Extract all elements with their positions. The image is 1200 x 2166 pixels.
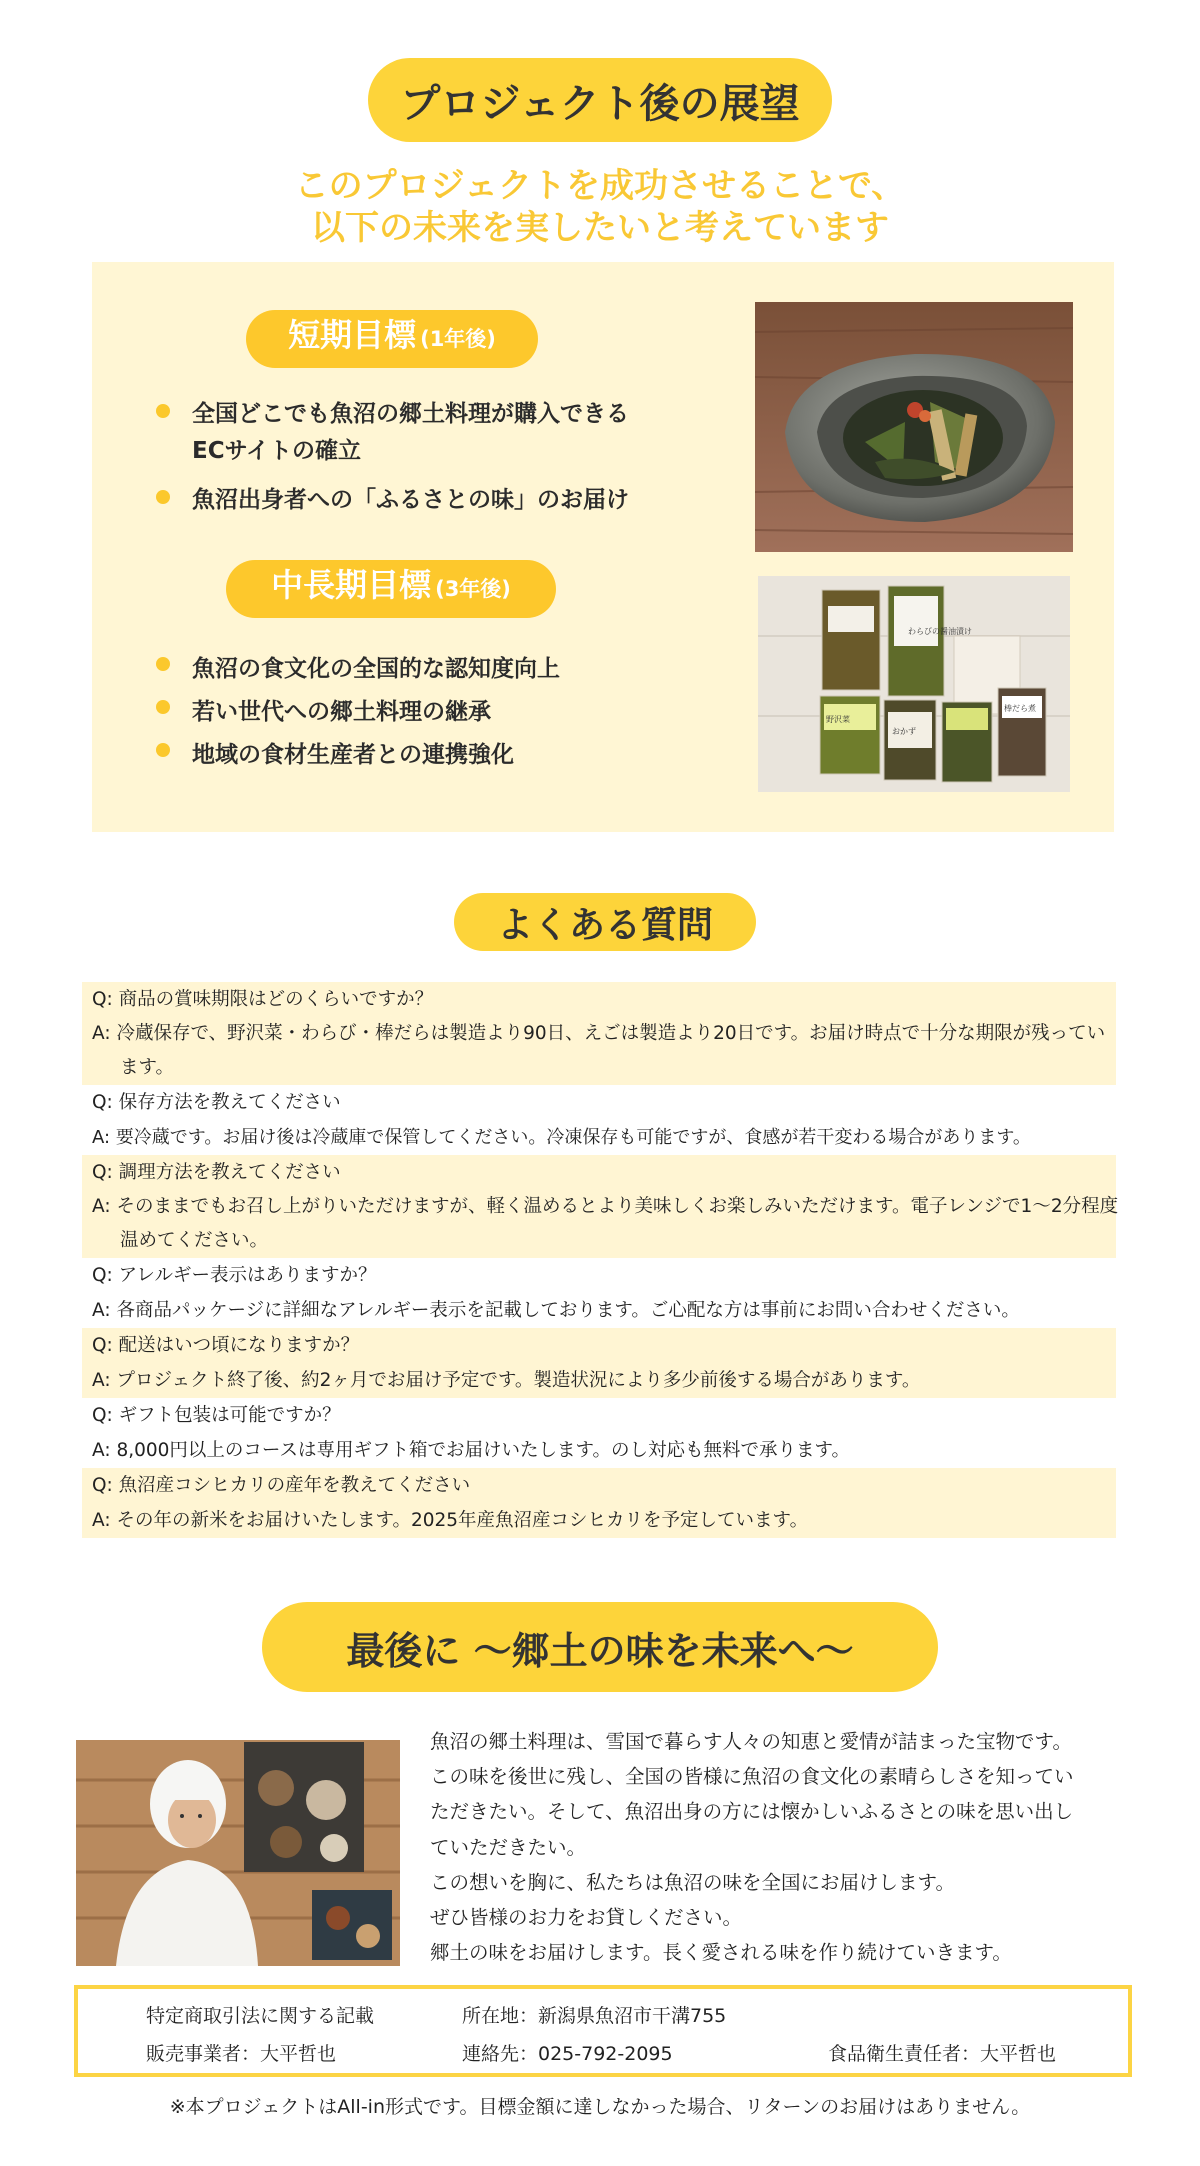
short-term-item: 魚沼出身者への「ふるさとの味」のお届け: [156, 482, 676, 519]
vision-title: プロジェクト後の展望: [368, 58, 832, 142]
pack-label-bodara: 棒だら煮: [1004, 704, 1036, 713]
faq-item: [82, 1328, 1116, 1398]
mid-term-label: 中長期目標: [271, 566, 432, 604]
closing-title: 最後に 〜郷土の味を未来へ〜: [262, 1602, 938, 1692]
short-term-label: 短期目標: [288, 316, 417, 354]
closing-line: ぜひ皆様のお力をお貸しください。: [430, 1906, 743, 1930]
goals-panel: [92, 262, 1114, 832]
bullet-dot: [156, 700, 170, 714]
short-term-period: (1年後): [420, 327, 496, 351]
closing-line: 魚沼の郷土料理は、雪国で暮らす人々の知恵と愛情が詰まった宝物です。: [430, 1730, 1072, 1753]
faq-question: Q: 保存方法を教えてください: [92, 1092, 341, 1113]
legal-address: 所在地：新潟県魚沼市干溝755: [462, 2005, 727, 2027]
mid-term-period: (3年後): [435, 577, 511, 601]
pack-label-nozawana: 野沢菜: [826, 715, 850, 724]
bullet-dot: [156, 490, 170, 504]
legal-contact: 連絡先：025-792-2095: [462, 2043, 673, 2065]
faq-item: [82, 1085, 1116, 1155]
legal-seller: 販売事業者：大平哲也: [146, 2043, 337, 2065]
mid-term-item: 魚沼の食文化の全国的な認知度向上: [156, 649, 676, 689]
closing-line: この味を後世に残し、全国の皆様に魚沼の食文化の素晴らしさを知ってい: [430, 1765, 1074, 1789]
all-in-note: ※本プロジェクトはAll-in形式です。目標金額に達しなかった場合、リターンのお届けはありません。: [169, 2096, 1031, 2118]
faq-answer: A: 冷蔵保存で、野沢菜・わらび・棒だらは製造より90日、えごは製造より20日です。お届け時点で十分な期限が残っています。: [92, 1023, 1106, 1078]
faq-item: [82, 1398, 1116, 1468]
short-term-item: 全国どこでも魚沼の郷土料理が購入できる ECサイトの確立: [156, 396, 676, 470]
faq-item: [82, 1155, 1119, 1258]
faq-question: Q: ギフト包装は可能ですか？: [92, 1405, 341, 1426]
bullet-dot: [156, 404, 170, 418]
faq-question: Q: 配送はいつ頃になりますか？: [92, 1335, 360, 1356]
vision-subtitle-line1: このプロジェクトを成功させることで、: [294, 166, 906, 206]
legal-hygiene: 食品衛生責任者：大平哲也: [828, 2043, 1057, 2065]
faq-item: [82, 1258, 1116, 1328]
mid-term-badge: [226, 560, 556, 618]
faq-answer: A: その年の新米をお届けいたします。2025年産魚沼産コシヒカリを予定しています。: [92, 1510, 809, 1531]
vision-subtitle-line2: 以下の未来を実したいと考えています: [311, 208, 889, 248]
faq-item: [82, 982, 1116, 1085]
short-term-badge: [246, 310, 538, 368]
pack-label-okazu: おかず: [892, 727, 916, 736]
faq-question: Q: 魚沼産コシヒカリの産年を教えてください: [92, 1475, 471, 1496]
bullet-dot: [156, 657, 170, 671]
legal-box: [74, 1985, 1132, 2077]
faq-question: Q: 調理方法を教えてください: [92, 1162, 341, 1183]
faq-answer: A: 各商品パッケージに詳細なアレルギー表示を記載しております。ご心配な方は事前にお問い合わせください。: [92, 1300, 1020, 1321]
closing-line: ていただきたい。: [430, 1835, 587, 1859]
bowl-photo: [755, 302, 1073, 552]
closing-line: この想いを胸に、私たちは魚沼の味を全国にお届けします。: [430, 1870, 955, 1894]
closing-line: ただきたい。そして、魚沼出身の方には懐かしいふるさとの味を思い出し: [430, 1800, 1074, 1824]
bullet-dot: [156, 743, 170, 757]
short-term-list: [156, 396, 676, 519]
faq-question: Q: アレルギー表示はありますか？: [92, 1265, 377, 1286]
chef-photo: [76, 1740, 400, 1966]
pack-label-warabi: わらびの醤油漬け: [908, 627, 972, 636]
faq-item: [82, 1468, 1116, 1538]
closing-line: 郷土の味をお届けします。長く愛される味を作り続けていきます。: [430, 1941, 1012, 1965]
mid-term-list: [156, 649, 676, 775]
faq-title: よくある質問: [454, 893, 756, 951]
faq-answer: A: プロジェクト終了後、約2ヶ月でお届け予定です。製造状況により多少前後する場合があります。: [92, 1370, 921, 1391]
faq-answer: A: そのままでもお召し上がりいただけますが、軽く温めるとより美味しくお楽しみいただけます。電子レンジで1〜2分程度温めてください。: [92, 1196, 1119, 1251]
faq-answer: A: 要冷蔵です。お届け後は冷蔵庫で保管してください。冷凍保存も可能ですが、食感が若干変わる場合があります。: [92, 1127, 1031, 1148]
products-photo: [758, 576, 1070, 792]
faq-list: [82, 982, 1119, 1538]
legal-heading: 特定商取引法に関する記載: [146, 2005, 375, 2027]
mid-term-item: 地域の食材生産者との連携強化: [156, 735, 676, 775]
mid-term-item: 若い世代への郷土料理の継承: [156, 692, 676, 732]
faq-question: Q: 商品の賞味期限はどのくらいですか？: [92, 989, 434, 1010]
faq-answer: A: 8,000円以上のコースは専用ギフト箱でお届けいたします。のし対応も無料で承ります。: [92, 1440, 851, 1461]
closing-text: [430, 1724, 1120, 1970]
